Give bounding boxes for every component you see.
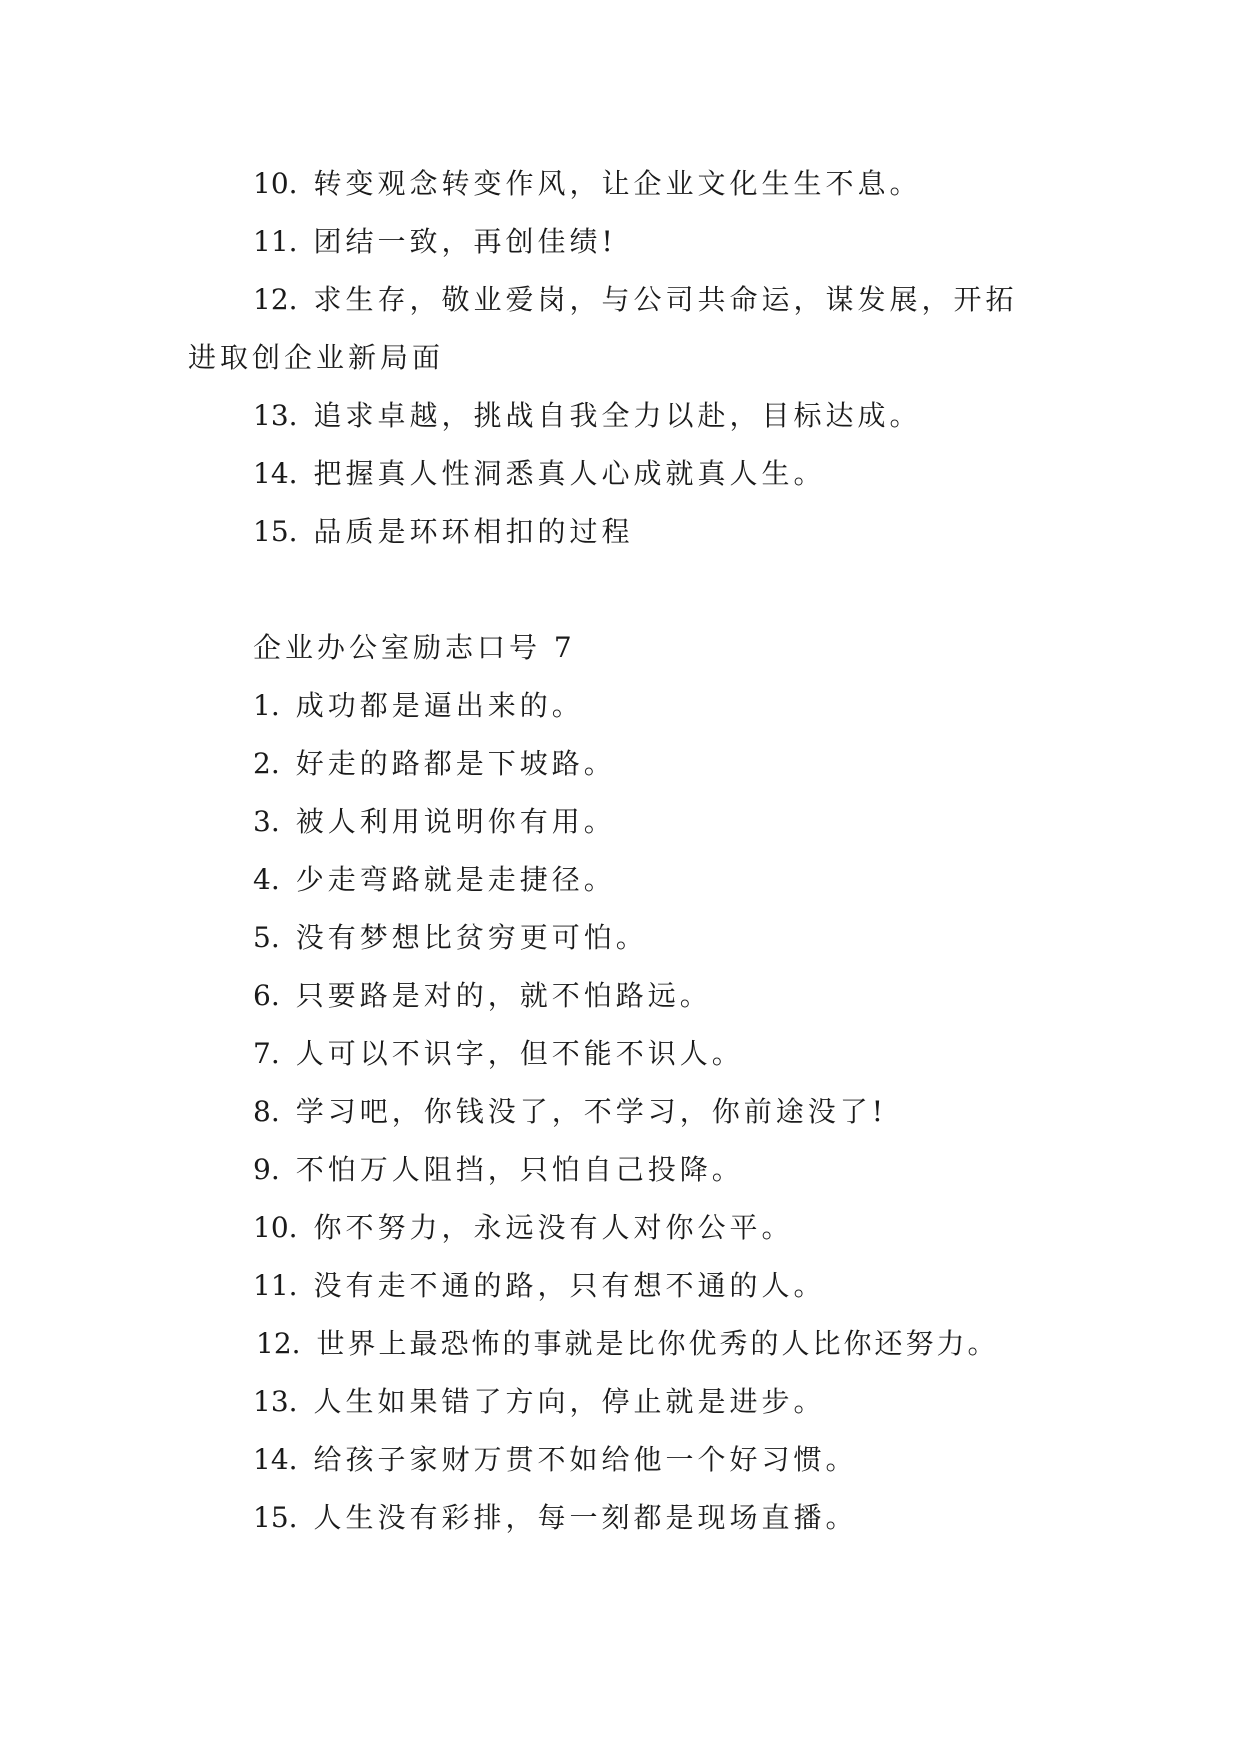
list-item bbox=[256, 1324, 999, 1364]
item-number: 10. bbox=[253, 1211, 298, 1244]
item-text: 品质是环环相扣的过程 bbox=[313, 515, 634, 548]
item-number: 12. bbox=[256, 1327, 301, 1360]
item-number: 14. bbox=[253, 457, 298, 490]
list-item bbox=[253, 918, 648, 958]
list-item bbox=[253, 1092, 887, 1132]
item-text: 人生没有彩排，每一刻都是现场直播。 bbox=[313, 1501, 858, 1534]
list-item bbox=[253, 802, 616, 842]
section-heading-text: 企业办公室励志口号 7 bbox=[253, 631, 576, 664]
item-text: 少走弯路就是走捷径。 bbox=[295, 863, 616, 896]
item-number: 13. bbox=[253, 1385, 298, 1418]
item-number: 14. bbox=[253, 1443, 298, 1476]
list-item bbox=[253, 744, 616, 784]
item-number: 15. bbox=[253, 1501, 298, 1534]
list-item bbox=[253, 280, 1018, 320]
item-number: 6. bbox=[253, 979, 280, 1012]
item-text: 你不努力，永远没有人对你公平。 bbox=[313, 1211, 794, 1244]
item-number: 1. bbox=[253, 689, 280, 722]
item-text: 进取创企业新局面 bbox=[188, 341, 445, 374]
item-text: 成功都是逼出来的。 bbox=[295, 689, 584, 722]
list-item bbox=[253, 1034, 744, 1074]
list-item bbox=[253, 976, 712, 1016]
item-number: 7. bbox=[253, 1037, 280, 1070]
list-item bbox=[253, 222, 617, 262]
list-item bbox=[253, 454, 826, 494]
item-text: 人可以不识字，但不能不识人。 bbox=[295, 1037, 744, 1070]
item-text: 给孩子家财万贯不如给他一个好习惯。 bbox=[313, 1443, 858, 1476]
item-text: 求生存，敬业爱岗，与公司共命运，谋发展，开拓 bbox=[313, 283, 1018, 316]
list-item bbox=[253, 1266, 826, 1306]
item-number: 11. bbox=[253, 225, 298, 258]
item-number: 5. bbox=[253, 921, 280, 954]
list-item bbox=[253, 512, 634, 552]
item-number: 10. bbox=[253, 167, 298, 200]
item-text: 不怕万人阻挡，只怕自己投降。 bbox=[295, 1153, 744, 1186]
list-item bbox=[253, 396, 922, 436]
item-text: 没有走不通的路，只有想不通的人。 bbox=[313, 1269, 826, 1302]
item-number: 12. bbox=[253, 283, 298, 316]
item-number: 8. bbox=[253, 1095, 280, 1128]
item-text: 人生如果错了方向，停止就是进步。 bbox=[313, 1385, 826, 1418]
item-number: 15. bbox=[253, 515, 298, 548]
item-text: 只要路是对的，就不怕路远。 bbox=[295, 979, 712, 1012]
item-number: 3. bbox=[253, 805, 280, 838]
item-text: 把握真人性洞悉真人心成就真人生。 bbox=[313, 457, 826, 490]
item-text: 没有梦想比贫穷更可怕。 bbox=[295, 921, 648, 954]
list-item bbox=[253, 1440, 858, 1480]
list-item bbox=[253, 860, 616, 900]
list-item bbox=[253, 686, 584, 726]
item-text: 被人利用说明你有用。 bbox=[295, 805, 616, 838]
item-text: 追求卓越，挑战自我全力以赴，目标达成。 bbox=[313, 399, 922, 432]
item-number: 11. bbox=[253, 1269, 298, 1302]
section-heading bbox=[253, 628, 576, 668]
list-item bbox=[253, 1382, 826, 1422]
item-text: 学习吧，你钱没了，不学习，你前途没了! bbox=[295, 1095, 887, 1128]
item-text: 转变观念转变作风，让企业文化生生不息。 bbox=[313, 167, 922, 200]
item-number: 13. bbox=[253, 399, 298, 432]
list-item bbox=[253, 1150, 744, 1190]
item-number: 9. bbox=[253, 1153, 280, 1186]
item-text: 团结一致，再创佳绩! bbox=[313, 225, 617, 258]
item-number: 4. bbox=[253, 863, 280, 896]
list-item-continuation bbox=[188, 338, 444, 378]
list-item bbox=[253, 1498, 858, 1538]
list-item bbox=[253, 164, 922, 204]
item-text: 好走的路都是下坡路。 bbox=[295, 747, 616, 780]
item-number: 2. bbox=[253, 747, 280, 780]
list-item bbox=[253, 1208, 794, 1248]
item-text: 世界上最恐怖的事就是比你优秀的人比你还努力。 bbox=[316, 1327, 999, 1360]
